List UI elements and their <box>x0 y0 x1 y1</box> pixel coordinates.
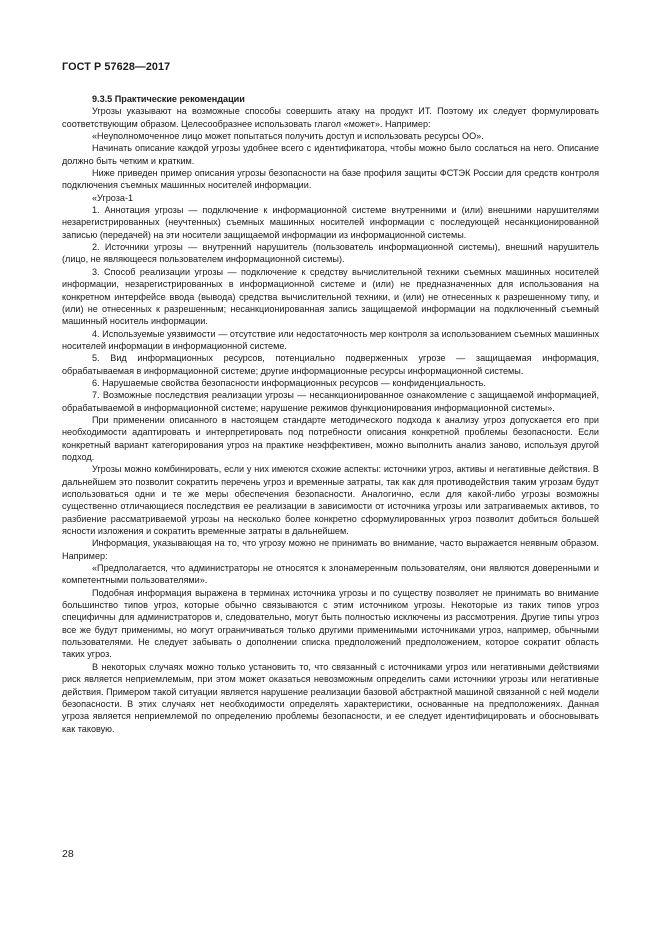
paragraph: 2. Источники угрозы — внутренний нарушитель (пользователь информационной системы), внешний нарушитель (лицо, не являющееся пользователем информационной системы). <box>62 242 599 265</box>
paragraph: 7. Возможные последствия реализации угрозы — несанкционированное ознакомление с защищаемой информацией, обрабатываемой в информационной системе; нарушение режимов функционирования информационной системы». <box>62 390 599 413</box>
paragraph: В некоторых случаях можно только установить то, что связанный с источниками угроз или негативными действиями риск является неприемлемым, при этом может оказаться невозможным определить сами источники угрозы или негативные действия. Примером такой ситуации является нарушение реализации базовой абстрактной машиной связанной с ней модели безопасности. В этих случаях нет необходимости определять характеристики, основанные на предположениях. Данная угроза является неприемлемой по определению проблемы безопасности, и ее следует идентифицировать и обосновывать как таковую. <box>62 661 599 734</box>
document-body <box>62 93 599 735</box>
paragraph: 4. Используемые уязвимости — отсутствие или недостаточность мер контроля за использованием съемных машинных носителей информации в информационной системе. <box>62 328 599 351</box>
paragraph: 3. Способ реализации угрозы — подключение к средству вычислительной техники съемных машинных носителей информации, незарегистрированных в информационной системе и (или) не предназначенных для использования на конкретном интерфейсе ввода (вывода) средства вычислительной техники, и (или) не отнесенных к разрешенному типу, и (или) не отнесенных к разрешенным; несанкционированная запись защищаемой информации на подключенный съемный машинный носитель информации. <box>62 266 599 327</box>
paragraph: 1. Аннотация угрозы — подключение к информационной системе внутренними и (или) внешними нарушителями незарегистрированных (неучтенных) съемных машинных носителей информации с последующей несанкционированной записью (передачей) на эти носители защищаемой информации из информационной системы. <box>62 205 599 240</box>
section-title: 9.3.5 Практические рекомендации <box>92 94 245 104</box>
paragraph: 6. Нарушаемые свойства безопасности информационных ресурсов — конфиденциальность. <box>92 377 486 388</box>
paragraph: «Угроза-1 <box>92 192 134 203</box>
paragraph: Угрозы можно комбинировать, если у них имеются схожие аспекты: источники угроз, активы и негативные действия. В дальнейшем это позволит сократить перечень угроз и временные затраты, так как для противодействия таким угрозам будут использоваться одни и те же меры обеспечения безопасности. Аналогично, если для какой-либо угрозы возможны существенно отличающиеся последствия ее реализации в зависимости от источника угрозы или затрагиваемых активов, то разбиение рассматриваемой угрозы на несколько более конкретно сформулированных угроз позволит добиться большей ясности изложения и сократить временные затраты в дальнейшем. <box>62 464 599 537</box>
paragraph: При применении описанного в настоящем стандарте методического подхода к анализу угроз допускается его при необходимости адаптировать и интерпретировать под потребности описания конкретной проблемы безопасности. Если конкретный вариант категорирования угроз на практике неэффективен, можно выполнить анализ заново, используя другой подход. <box>62 414 599 462</box>
paragraph: Подобная информация выражена в терминах источника угрозы и по существу позволяет не принимать во внимание большинство типов угроз, которые обычно связываются с этим источником угрозы. Некоторые из таких типов угроз специфичны для администраторов и, следовательно, могут быть полностью исключены из рассмотрения. Другие типы угроз все же будут применимы, но могут ограничиваться только другими применимыми источниками угроз, например, обычными пользователями. Не следует забывать о дополнении списка предположений предположением, которое сократит область таких угроз. <box>62 587 599 660</box>
paragraph: «Неуполномоченное лицо может попытаться получить доступ и использовать ресурсы ОО». <box>92 131 484 142</box>
paragraph: Ниже приведен пример описания угрозы безопасности на базе профиля защиты ФСТЭК России для средств контроля подключения съемных машинных носителей информации. <box>62 168 599 191</box>
paragraph: 5. Вид информационных ресурсов, потенциально подверженных угрозе — защищаемая информация, обрабатываемая в информационной системе; другие информационные ресурсы информационной системы. <box>62 353 599 376</box>
paragraph: Информация, указывающая на то, что угрозу можно не принимать во внимание, часто выражается неявным образом. Например: <box>62 538 599 561</box>
paragraph: Начинать описание каждой угрозы удобнее всего с идентификатора, чтобы можно было сослаться на него. Описание должно быть четким и кратким. <box>62 143 599 166</box>
paragraph: «Предполагается, что администраторы не относятся к злонамеренным пользователям, они являются доверенными и компетентными пользователями». <box>62 563 599 586</box>
standard-header: ГОСТ Р 57628—2017 <box>62 61 171 73</box>
page-number: 28 <box>62 848 74 860</box>
paragraph: Угрозы указывают на возможные способы совершить атаку на продукт ИТ. Поэтому их следует формулировать соответствующим образом. Целесообразнее использовать глагол «может». Например: <box>62 106 599 129</box>
